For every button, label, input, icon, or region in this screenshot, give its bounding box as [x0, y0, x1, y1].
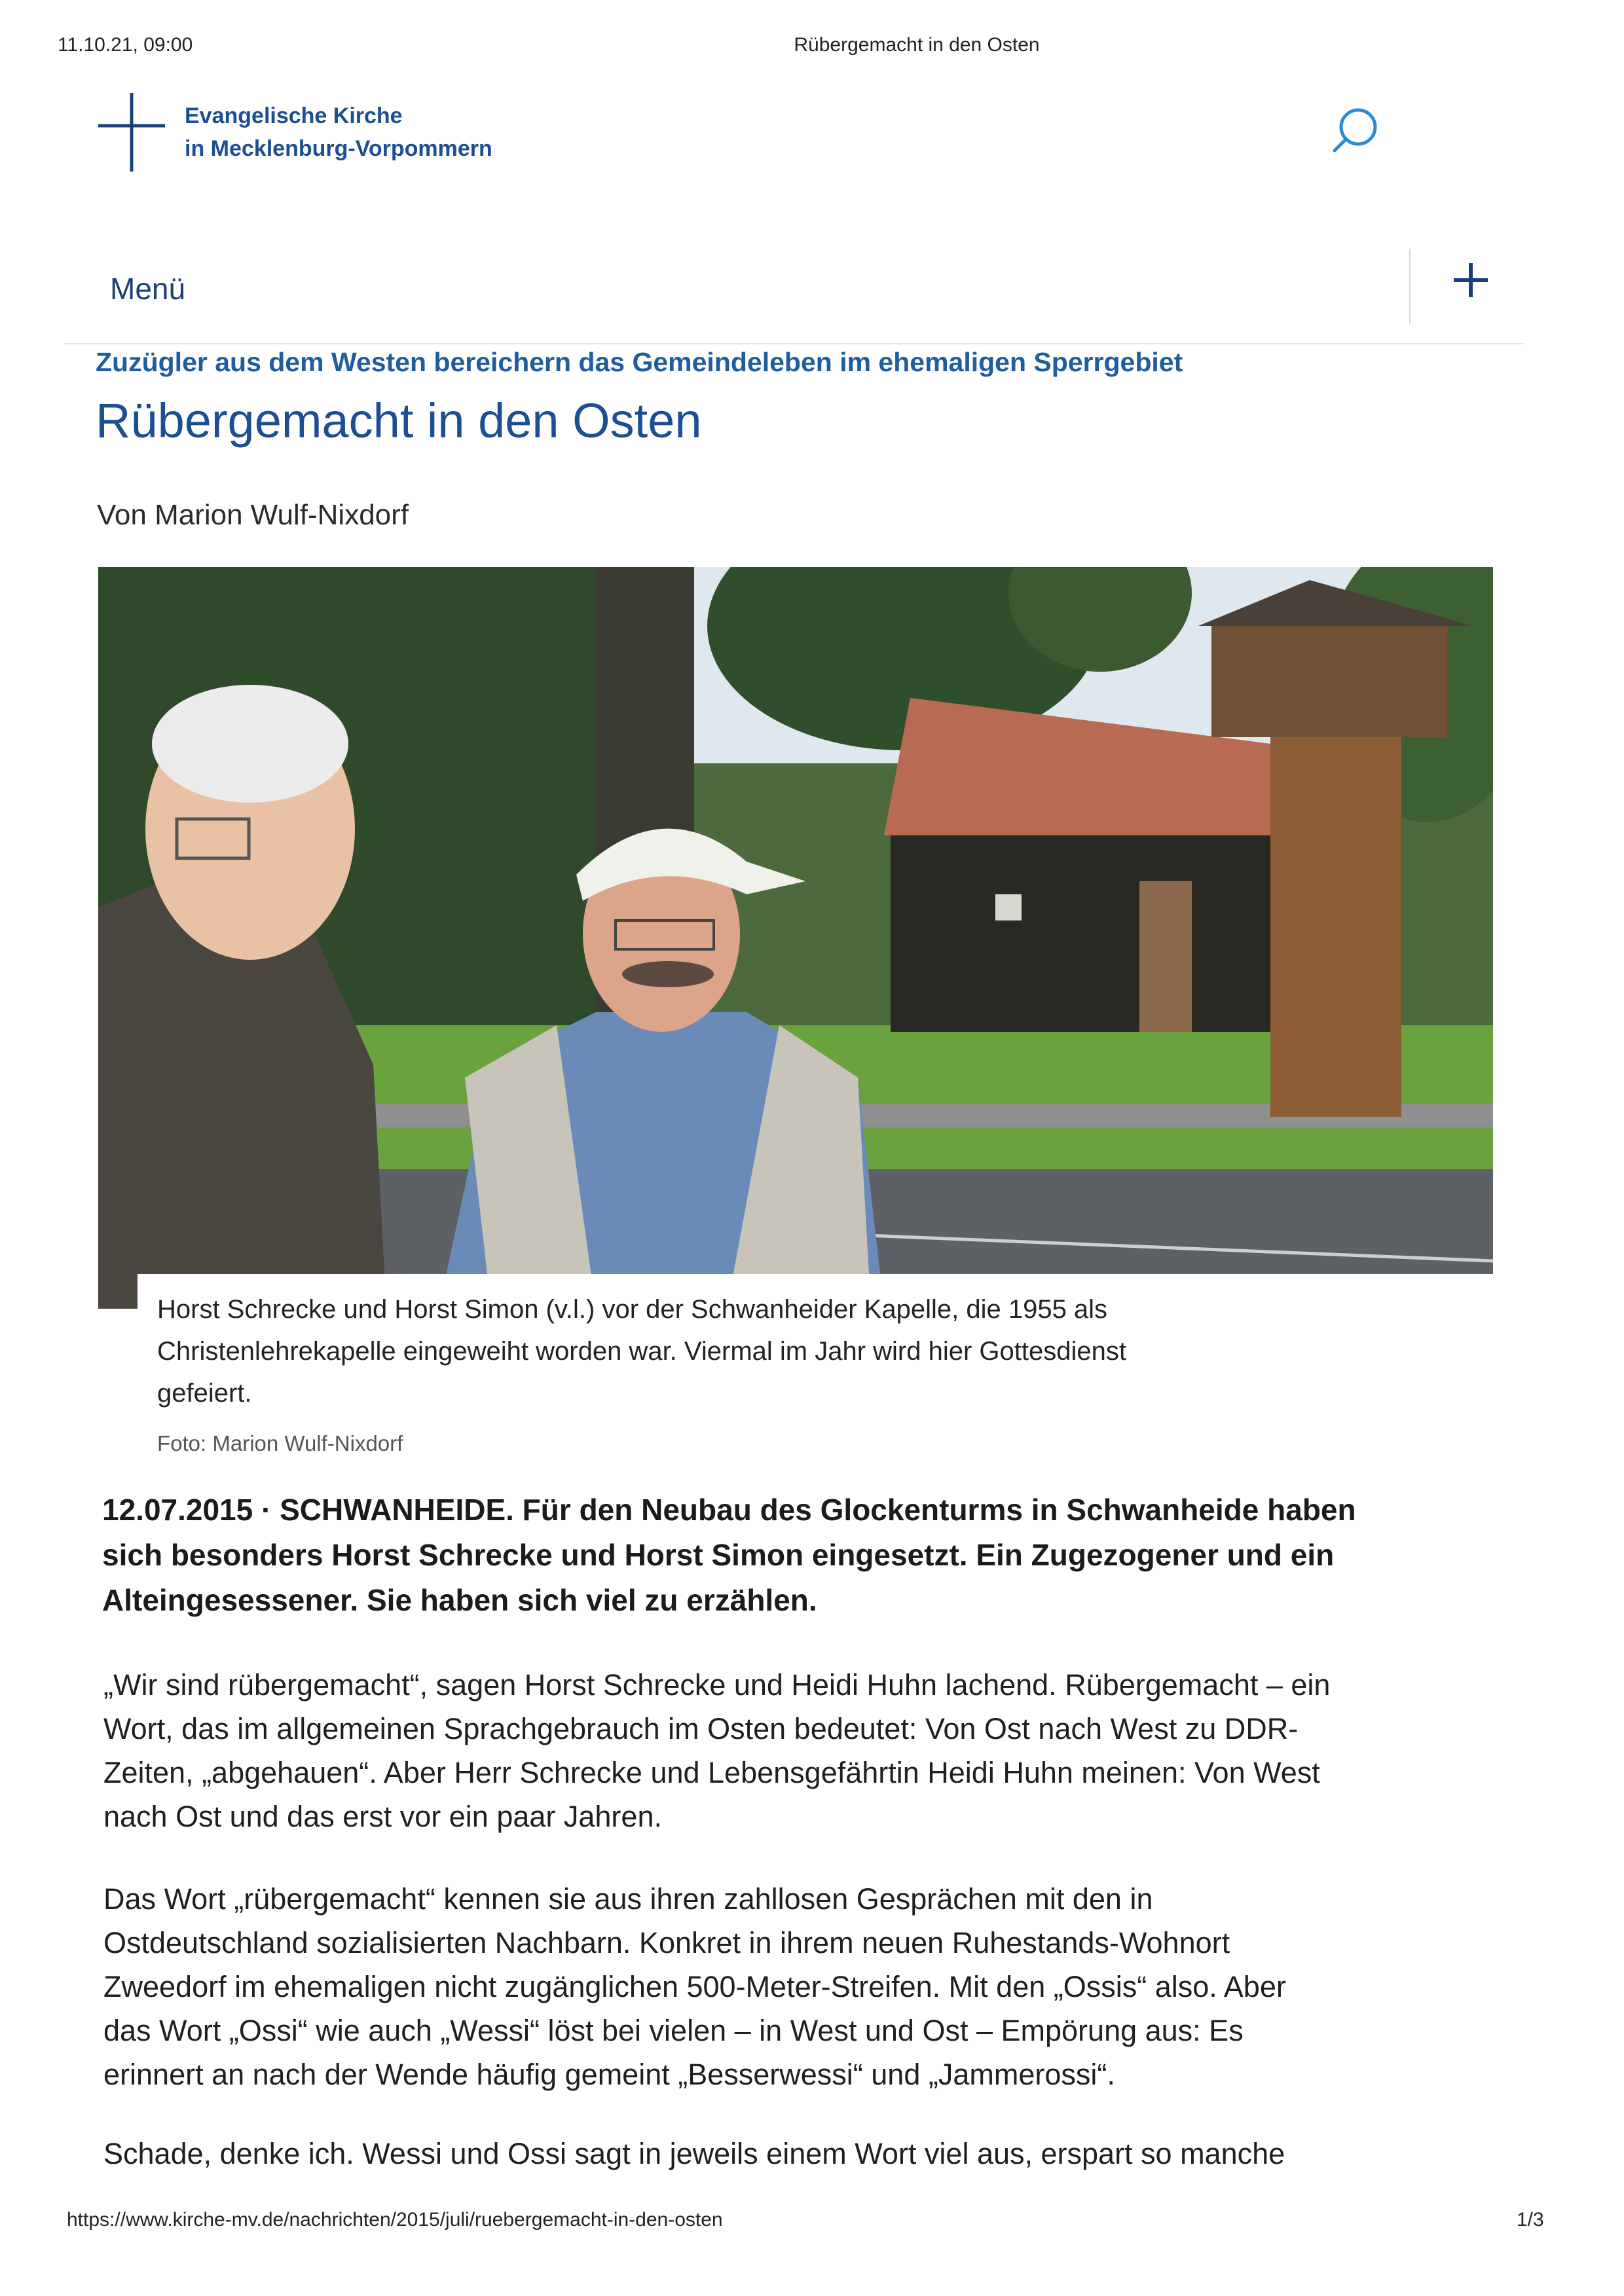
article-byline: Von Marion Wulf-Nixdorf [97, 499, 409, 531]
print-datetime: 11.10.21, 09:00 [58, 34, 193, 56]
photo-credit: Foto: Marion Wulf-Nixdorf [157, 1431, 403, 1455]
caption-line: gefeiert. [157, 1379, 252, 1408]
menu-divider [1409, 249, 1411, 325]
paragraph-line: Ostdeutschland sozialisierten Nachbarn. Konkret in ihrem neuen Ruhestands-Wohnort [103, 1926, 1230, 1959]
print-footer-url: https://www.kirche-mv.de/nachrichten/2015/juli/ruebergemacht-in-den-osten [67, 2209, 723, 2231]
print-page-number: 1/3 [1517, 2209, 1544, 2231]
caption-line: Horst Schrecke und Horst Simon (v.l.) vor der Schwanheider Kapelle, die 1955 als [157, 1295, 1108, 1324]
site-logo-text[interactable] [185, 100, 492, 165]
paragraph-line: Schade, denke ich. Wessi und Ossi sagt in jeweils einem Wort viel aus, erspart so manche [103, 2137, 1285, 2170]
article-lead [102, 1487, 1477, 1623]
paragraph-line: Zeiten, „abgehauen“. Aber Herr Schrecke und Lebensgefährtin Heidi Huhn meinen: Von West [103, 1756, 1320, 1789]
lead-line: 12.07.2015 · SCHWANHEIDE. Für den Neubau des Glockenturms in Schwanheide haben [102, 1493, 1356, 1527]
image-caption [138, 1274, 1506, 1423]
search-button[interactable] [1329, 103, 1382, 156]
print-page-title: Rübergemacht in den Osten [794, 34, 1040, 56]
logo-cross-icon[interactable] [97, 92, 166, 173]
logo-line-2: in Mecklenburg-Vorpommern [185, 136, 492, 161]
menu-expand-button[interactable] [1447, 257, 1494, 304]
article-title: Rübergemacht in den Osten [96, 393, 702, 448]
lead-line: sich besonders Horst Schrecke und Horst Simon eingesetzt. Ein Zugezogener und ein [102, 1538, 1335, 1572]
paragraph-line: erinnert an nach der Wende häufig gemeint „Besserwessi“ und „Jammerossi“. [103, 2058, 1115, 2091]
paragraph-line: Das Wort „rübergemacht“ kennen sie aus ihren zahllosen Gesprächen mit den in [103, 1882, 1153, 1916]
paragraph-line: „Wir sind rübergemacht“, sagen Horst Schrecke und Heidi Huhn lachend. Rübergemacht – ein [103, 1668, 1331, 1702]
plus-icon [1447, 257, 1494, 304]
paragraph-line: nach Ost und das erst vor ein paar Jahren. [103, 1800, 662, 1833]
paragraph-line: Zweedorf im ehemaligen nicht zugänglichen 500-Meter-Streifen. Mit den „Ossis“ also. Aber [103, 1970, 1286, 2003]
paragraph-line: Wort, das im allgemeinen Sprachgebrauch im Osten bedeutet: Von Ost nach West zu DDR- [103, 1712, 1299, 1745]
article-paragraph-1 [103, 1663, 1505, 1838]
article-paragraph-3 [103, 2132, 1505, 2176]
logo-line-1: Evangelische Kirche [185, 103, 403, 128]
paragraph-line: das Wort „Ossi“ wie auch „Wessi“ löst bei vielen – in West und Ost – Empörung aus: Es [103, 2014, 1244, 2047]
menu-button[interactable]: Menü [110, 272, 186, 306]
nav-divider [64, 343, 1523, 344]
article-paragraph-2 [103, 1877, 1505, 2096]
article-kicker: Zuzügler aus dem Westen bereichern das Gemeindeleben im ehemaligen Sperrgebiet [96, 347, 1183, 377]
article-photo [98, 567, 1493, 1309]
search-icon [1329, 103, 1382, 156]
lead-line: Alteingesessener. Sie haben sich viel zu erzählen. [102, 1583, 817, 1617]
caption-line: Christenlehrekapelle eingeweiht worden war. Viermal im Jahr wird hier Gottesdienst [157, 1337, 1126, 1366]
